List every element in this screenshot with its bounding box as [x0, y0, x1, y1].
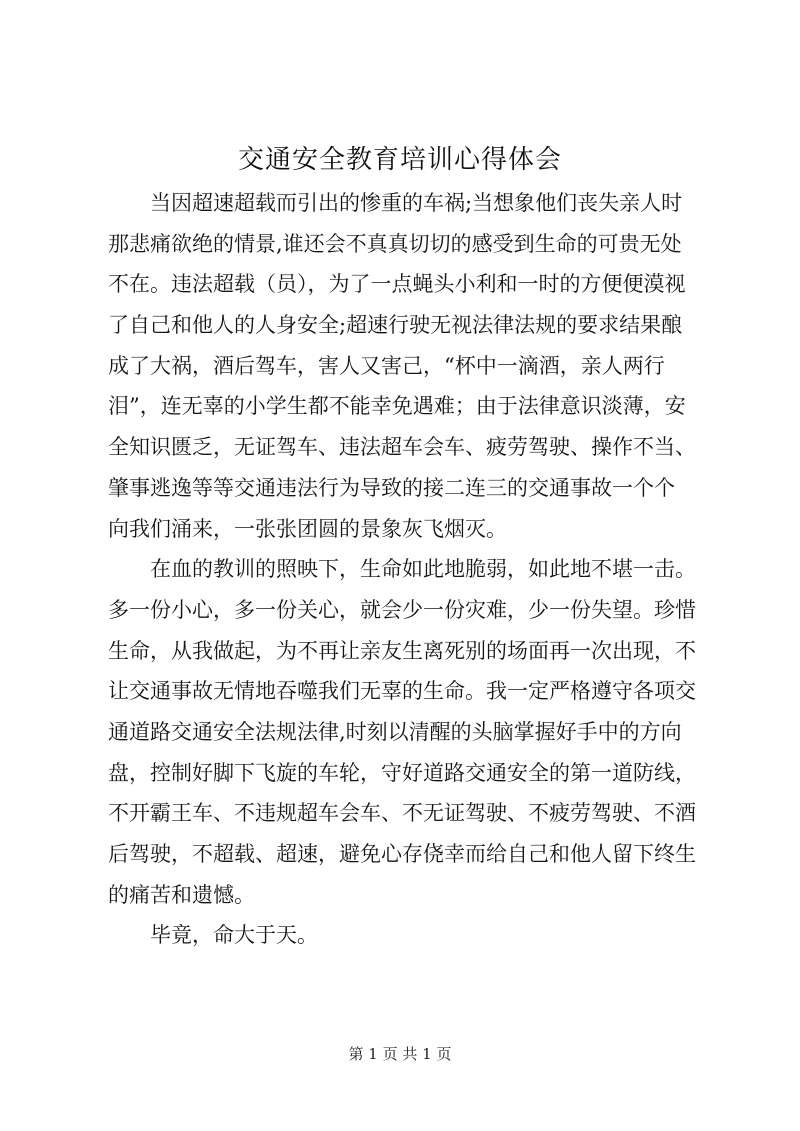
document-title: 交通安全教育培训心得体会 — [237, 145, 562, 175]
paragraph-line: 通道路交通安全法规法律,时刻以清醒的头脑掌握好手中的方向 — [108, 719, 682, 744]
paragraph-line: 向我们涌来，一张张团圆的景象灰飞烟灭。 — [108, 516, 507, 541]
paragraph-line: 毕竟，命大于天。 — [150, 923, 318, 948]
paragraph-line: 不在。违法超载（员），为了一点蝇头小利和一时的方便便漠视 — [108, 272, 686, 297]
paragraph-line: 泪”，连无辜的小学生都不能幸免遇难；由于法律意识淡薄，安 — [108, 394, 686, 419]
page-footer: 第 1 页 共 1 页 — [348, 1045, 452, 1063]
paragraph-line: 盘，控制好脚下飞旋的车轮，守好道路交通安全的第一道防线， — [108, 760, 696, 785]
paragraph-line: 了自己和他人的人身安全;超速行驶无视法律法规的要求结果酿 — [108, 313, 683, 338]
paragraph-line: 在血的教训的照映下，生命如此地脆弱，如此地不堪一击。 — [150, 557, 696, 582]
paragraph-line: 多一份小心，多一份关心，就会少一份灾难，少一份失望。珍惜 — [108, 597, 696, 622]
paragraph-line: 生命，从我做起，为不再让亲友生离死别的场面再一次出现，不 — [108, 638, 696, 663]
paragraph-line: 成了大祸，酒后驾车，害人又害己，“杯中一滴酒，亲人两行 — [108, 353, 665, 378]
document-body — [108, 183, 712, 956]
paragraph-line: 后驾驶，不超载、超速，避免心存侥幸而给自己和他人留下终生 — [108, 842, 696, 866]
paragraph-line: 的痛苦和遗憾。 — [108, 882, 255, 907]
paragraph-line: 让交通事故无情地吞噬我们无辜的生命。我一定严格遵守各项交 — [108, 679, 696, 704]
paragraph-line: 当因超速超载而引出的惨重的车祸;当想象他们丧失亲人时 — [150, 191, 683, 215]
paragraph-line: 全知识匮乏，无证驾车、违法超车会车、疲劳驾驶、操作不当、 — [108, 435, 696, 460]
paragraph-line: 不开霸王车、不违规超车会车、不无证驾驶、不疲劳驾驶、不酒 — [108, 801, 696, 826]
paragraph-line: 那悲痛欲绝的情景,谁还会不真真切切的感受到生命的可贵无处 — [108, 231, 682, 256]
paragraph-line: 肇事逃逸等等交通违法行为导致的接二连三的交通事故一个个 — [108, 475, 675, 500]
